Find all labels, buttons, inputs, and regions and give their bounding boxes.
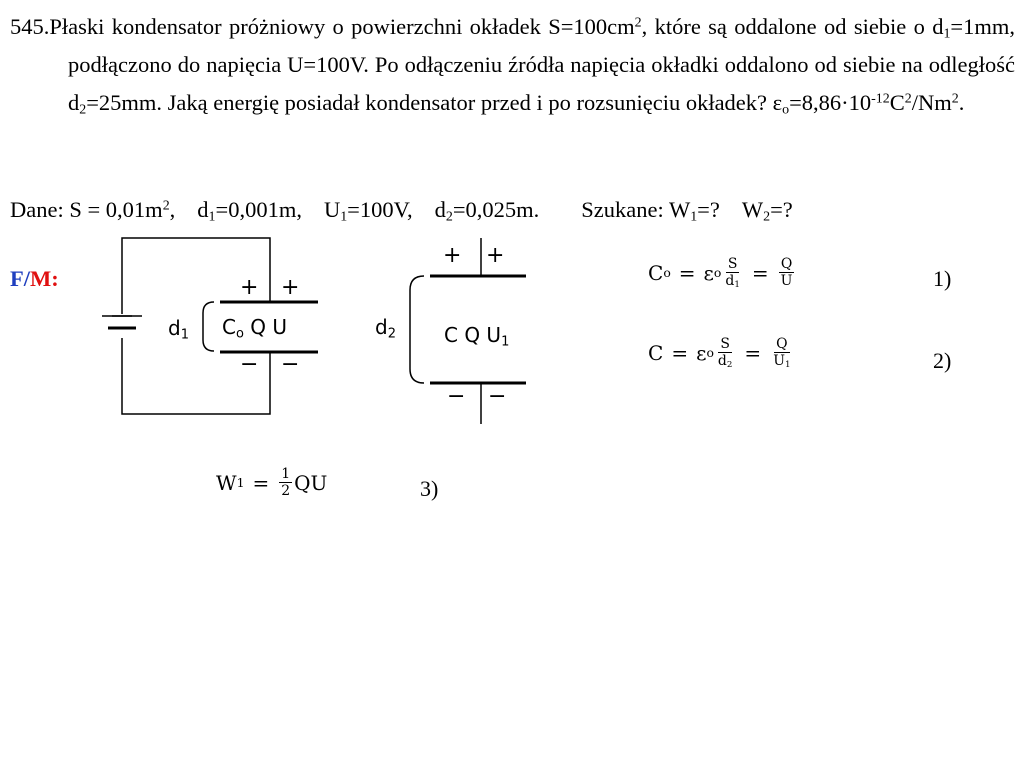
equation-1-number: 1)	[933, 266, 952, 291]
eq-symbol: C	[648, 340, 664, 365]
problem-text: /Nm	[911, 90, 952, 115]
denominator	[771, 353, 792, 369]
epsilon-symbol: ε	[703, 260, 714, 285]
numerator: 1	[281, 466, 291, 482]
minus-sign: −	[447, 384, 466, 409]
equals-sign: =	[252, 470, 270, 495]
problem-text: , które są oddalone od siebie o d	[641, 14, 944, 39]
denominator: 2	[281, 483, 291, 499]
d1-label	[168, 316, 189, 343]
fraction	[279, 466, 292, 499]
problem-text: .	[958, 90, 965, 115]
equation-3: W 1 = $\frac{1}{2}$ QU	[216, 466, 328, 499]
subscript: 1	[501, 334, 510, 350]
numerator: S	[720, 336, 730, 352]
superscript: 2	[904, 91, 912, 107]
slash: /	[23, 266, 31, 291]
subscript: 1	[208, 209, 216, 225]
denominator	[723, 273, 742, 289]
plus-sign: +	[240, 275, 259, 300]
problem-text: =8,86·10	[789, 90, 872, 115]
subscript: 2	[726, 360, 733, 371]
equals-sign: =	[751, 260, 769, 285]
given-text: d	[434, 197, 446, 222]
problem-text: =1mm, podłączono do napięcia U=100V. Po odłączeniu źródła napięcia okładki oddalono od siebie na odległość d	[68, 14, 1015, 115]
equation-2-number: 2)	[933, 348, 952, 373]
given-text: =0,001m,	[215, 197, 302, 222]
given-text: =?	[697, 197, 720, 222]
den-text: d	[725, 273, 735, 289]
subscript: 2	[79, 102, 87, 118]
numerator: Q	[780, 256, 793, 272]
d2-label	[375, 315, 396, 342]
subscript: 1	[734, 280, 740, 291]
given-text: ,	[169, 197, 176, 222]
epsilon-symbol: ε	[696, 340, 707, 365]
m-label: M:	[30, 266, 59, 291]
subscript: 2	[445, 209, 453, 225]
denominator: U	[780, 273, 793, 289]
d-letter: d	[168, 316, 181, 340]
subscript: 1	[785, 360, 791, 371]
problem-text: C	[889, 90, 905, 115]
minus-sign: −	[281, 352, 300, 377]
superscript: 2	[162, 198, 170, 214]
equation-3-number: 3)	[420, 476, 439, 501]
sought-label: Szukane: W	[581, 197, 691, 222]
subscript: 2	[763, 209, 771, 225]
superscript: 2	[634, 15, 642, 31]
c-letter: C	[222, 315, 236, 339]
subscript: 1	[340, 209, 348, 225]
den-text: U	[773, 353, 785, 369]
subscript: 1	[690, 209, 698, 225]
plus-sign: +	[486, 243, 505, 268]
given-text: d	[197, 197, 209, 222]
fraction	[716, 336, 735, 369]
fraction	[723, 256, 742, 289]
d-letter: d	[375, 315, 388, 339]
eq-rhs: QU	[294, 470, 328, 495]
problem-text: Płaski kondensator próżniowy o powierzchni okładek S=100cm	[49, 14, 635, 39]
given-text: =?	[770, 197, 793, 222]
fraction	[779, 256, 795, 289]
numerator: Q	[776, 336, 788, 352]
equals-sign: =	[744, 340, 762, 365]
problem-text: =25mm. Jaką energię posiadał kondensator przed i po rozsunięciu okładek? ε	[86, 90, 783, 115]
given-text: =0,025m.	[452, 197, 540, 222]
minus-sign: −	[240, 352, 259, 377]
den-text: d	[717, 353, 727, 369]
subscript: o	[235, 326, 244, 342]
subscript: 1	[180, 327, 189, 343]
superscript: -12	[871, 91, 890, 107]
cap-text: C Q U	[444, 323, 502, 347]
given-text: U	[323, 197, 341, 222]
minus-sign: −	[488, 384, 507, 409]
eq-symbol: W	[216, 470, 237, 495]
eq-symbol: C	[648, 260, 664, 285]
numerator: S	[727, 256, 738, 272]
plus-sign: +	[443, 243, 462, 268]
equation-2: C = ε o $\frac{S}{d_2}$ = $\frac{Q}{U_1}$	[648, 336, 791, 371]
f-label: F	[10, 266, 24, 291]
subscript: 2	[387, 326, 396, 342]
subscript: 1	[943, 26, 951, 42]
denominator	[716, 353, 735, 369]
cap-rest: Q U	[243, 315, 288, 339]
problem-number: 545.	[10, 14, 50, 39]
equals-sign: =	[671, 340, 689, 365]
d1-bracket	[203, 302, 214, 351]
given-label: Dane: S = 0,01m	[10, 197, 163, 222]
capacitor-2-label	[444, 323, 510, 350]
plus-sign: +	[281, 275, 300, 300]
given-text: W	[741, 197, 764, 222]
d2-bracket	[410, 276, 424, 383]
given-text: =100V,	[347, 197, 413, 222]
capacitor-1-label	[222, 315, 288, 342]
equals-sign: =	[678, 260, 696, 285]
equation-1: C o = ε o $\frac{S}{d_1}$ = $\frac{Q}{U}$	[648, 256, 793, 291]
superscript: 2	[951, 91, 959, 107]
fraction	[771, 336, 792, 369]
subscript: o	[782, 102, 790, 118]
